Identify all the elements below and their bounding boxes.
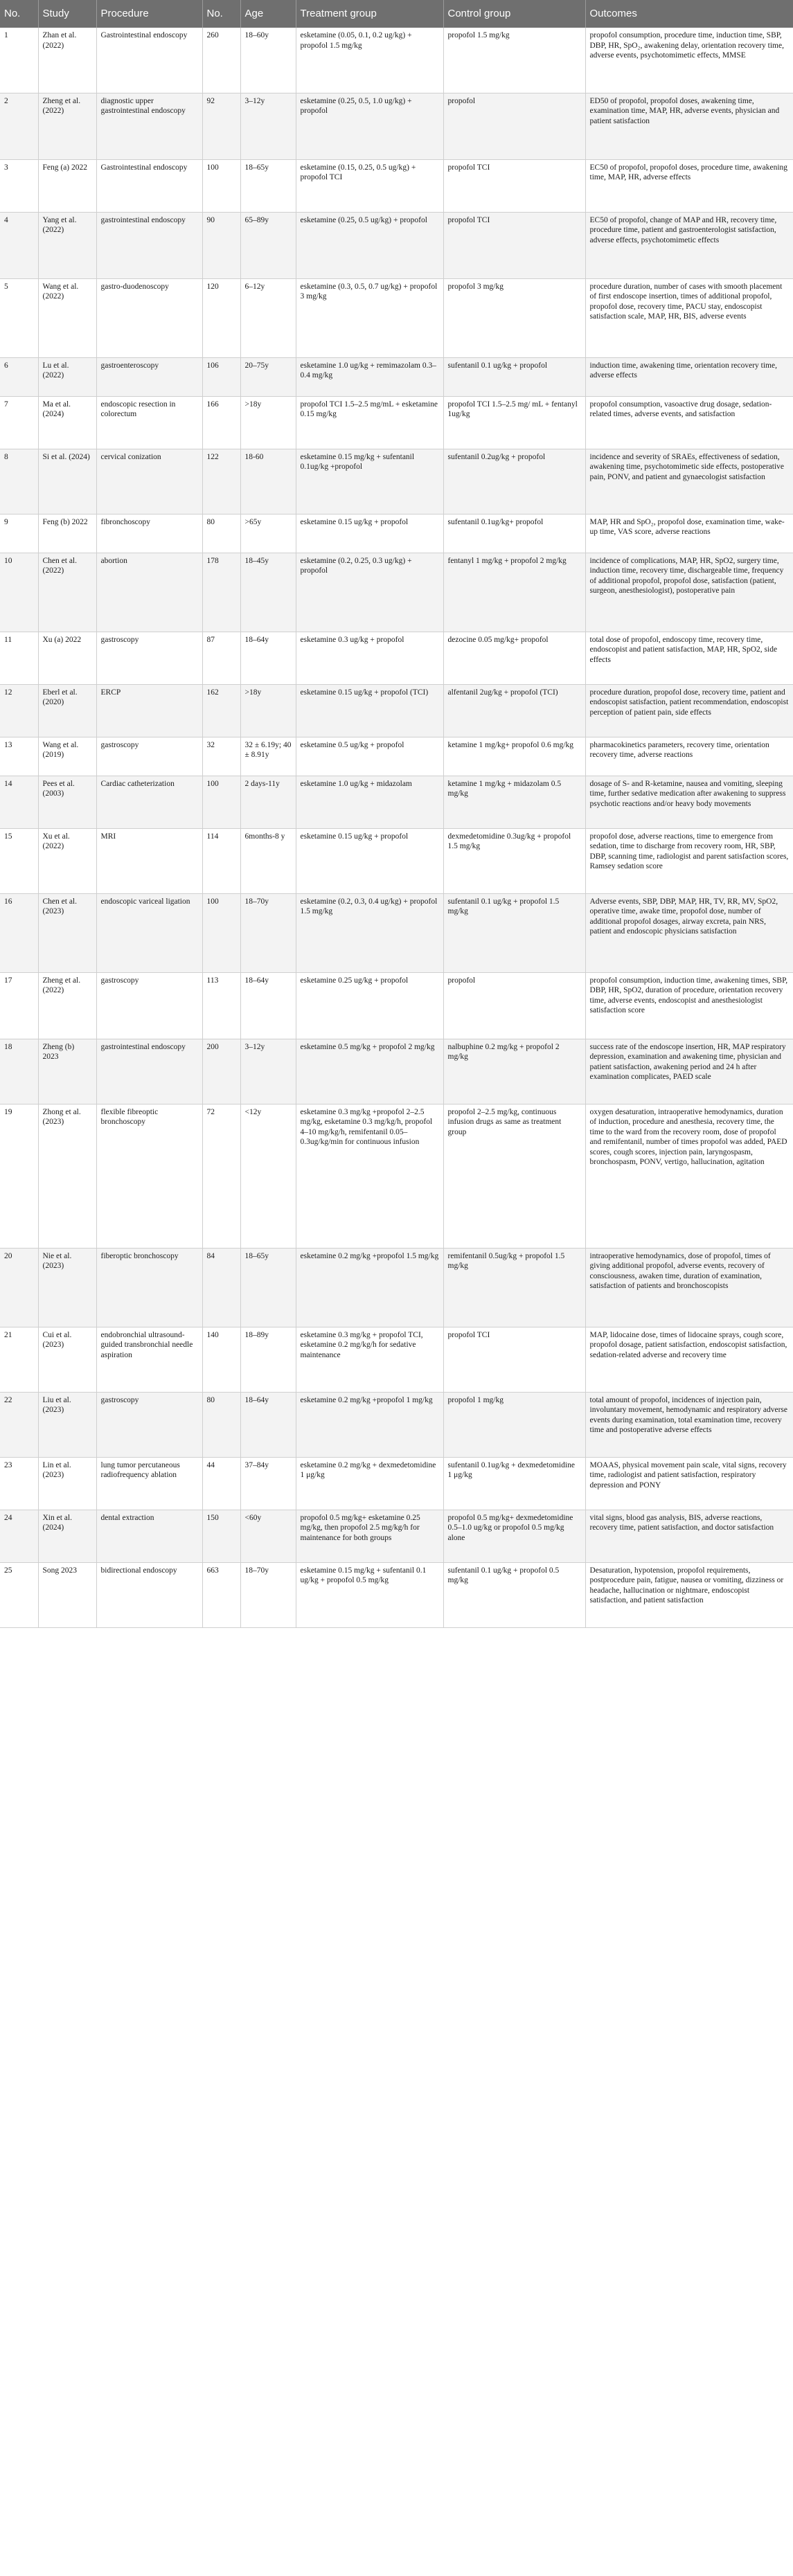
cell-outcomes: MAP, lidocaine dose, times of lidocaine sprays, cough score, propofol dosage, patient satisfaction, endoscopist satisfaction, sedation-related adverse and recovery time <box>585 1327 793 1392</box>
cell-age: 18–89y <box>240 1327 296 1392</box>
cell-study: Zhong et al. (2023) <box>38 1104 96 1248</box>
cell-procedure: fibronchoscopy <box>96 514 202 553</box>
cell-outcomes: success rate of the endoscope insertion, HR, MAP respiratory depression, examination and awakening time, physician and patient satisfaction, awakening period and 24 h after examination complicates, PAED scale <box>585 1039 793 1104</box>
cell-treatment: esketamine (0.25, 0.5, 1.0 ug/kg) + propofol <box>296 93 443 159</box>
cell-treatment: esketamine 0.2 mg/kg +propofol 1 mg/kg <box>296 1392 443 1457</box>
cell-sample-size: 178 <box>202 553 240 632</box>
cell-age: 20–75y <box>240 357 296 396</box>
cell-treatment: esketamine 0.15 mg/kg + sufentanil 0.1 ug/kg + propofol 0.5 mg/kg <box>296 1562 443 1627</box>
table-row <box>0 553 793 632</box>
cell-treatment: esketamine (0.25, 0.5 ug/kg) + propofol <box>296 212 443 278</box>
cell-control: ketamine 1 mg/kg+ propofol 0.6 mg/kg <box>443 737 585 776</box>
cell-outcomes: oxygen desaturation, intraoperative hemodynamics, duration of induction, procedure and anesthesia, recovery time, the time to the ward from the recovery room, dose of propofol and remifentanil, number of times propofol was added, PAED scores, cough scores, injection pain, laryngospasm, bronchospasm, PONV, vertigo, hallucination, agitation <box>585 1104 793 1248</box>
cell-no: 16 <box>0 893 38 972</box>
cell-sample-size: 72 <box>202 1104 240 1248</box>
cell-treatment: esketamine 0.3 mg/kg + propofol TCI, esketamine 0.2 mg/kg/h for sedative maintenance <box>296 1327 443 1392</box>
cell-control: propofol 1 mg/kg <box>443 1392 585 1457</box>
cell-treatment: esketamine 0.15 mg/kg + sufentanil 0.1ug/kg +propofol <box>296 449 443 514</box>
cell-study: Lin et al. (2023) <box>38 1457 96 1510</box>
cell-control: propofol <box>443 972 585 1039</box>
cell-sample-size: 120 <box>202 278 240 357</box>
table-row <box>0 93 793 159</box>
table-row <box>0 828 793 893</box>
cell-procedure: flexible fibreoptic bronchoscopy <box>96 1104 202 1248</box>
cell-no: 17 <box>0 972 38 1039</box>
cell-treatment: esketamine (0.3, 0.5, 0.7 ug/kg) + propofol 3 mg/kg <box>296 278 443 357</box>
cell-no: 3 <box>0 159 38 212</box>
cell-study: Liu et al. (2023) <box>38 1392 96 1457</box>
cell-control: propofol TCI <box>443 1327 585 1392</box>
cell-sample-size: 90 <box>202 212 240 278</box>
cell-outcomes: propofol consumption, vasoactive drug dosage, sedation-related times, adverse events, and satisfaction <box>585 396 793 449</box>
cell-sample-size: 100 <box>202 893 240 972</box>
cell-age: 18–64y <box>240 632 296 684</box>
cell-control: propofol 2–2.5 mg/kg, continuous infusion drugs as same as treatment group <box>443 1104 585 1248</box>
cell-procedure: lung tumor percutaneous radiofrequency ablation <box>96 1457 202 1510</box>
cell-control: ketamine 1 mg/kg + midazolam 0.5 mg/kg <box>443 776 585 828</box>
cell-treatment: esketamine 0.2 mg/kg +propofol 1.5 mg/kg <box>296 1248 443 1327</box>
cell-sample-size: 200 <box>202 1039 240 1104</box>
cell-study: Wang et al. (2019) <box>38 737 96 776</box>
cell-control: sufentanil 0.2ug/kg + propofol <box>443 449 585 514</box>
cell-procedure: fiberoptic bronchoscopy <box>96 1248 202 1327</box>
cell-outcomes: incidence and severity of SRAEs, effectiveness of sedation, awakening time, psychotomimetic side effects, postoperative pain, PONV, and patient and gynaecologist satisfaction <box>585 449 793 514</box>
cell-sample-size: 260 <box>202 28 240 93</box>
cell-procedure: gastrointestinal endoscopy <box>96 212 202 278</box>
cell-outcomes: incidence of complications, MAP, HR, SpO2, surgery time, induction time, recovery time, dischargeable time, frequency of additional propofol, propofol dose, satisfaction (patient, surgeon, anesthesiologist), postoperative pain <box>585 553 793 632</box>
cell-age: 18–64y <box>240 1392 296 1457</box>
cell-procedure: MRI <box>96 828 202 893</box>
cell-study: Eberl et al. (2020) <box>38 684 96 737</box>
cell-age: 18–45y <box>240 553 296 632</box>
cell-no: 15 <box>0 828 38 893</box>
cell-study: Ma et al. (2024) <box>38 396 96 449</box>
cell-outcomes: Desaturation, hypotension, propofol requirements, postprocedure pain, fatigue, nausea or vomiting, dizziness or headache, hallucination or nightmare, endoscopist satisfaction, and patient satisfaction <box>585 1562 793 1627</box>
cell-control: dexmedetomidine 0.3ug/kg + propofol 1.5 mg/kg <box>443 828 585 893</box>
cell-treatment: esketamine 0.25 ug/kg + propofol <box>296 972 443 1039</box>
cell-no: 24 <box>0 1510 38 1562</box>
cell-no: 4 <box>0 212 38 278</box>
cell-procedure: diagnostic upper gastrointestinal endoscopy <box>96 93 202 159</box>
cell-treatment: esketamine (0.05, 0.1, 0.2 ug/kg) + propofol 1.5 mg/kg <box>296 28 443 93</box>
cell-sample-size: 106 <box>202 357 240 396</box>
cell-no: 18 <box>0 1039 38 1104</box>
cell-age: >18y <box>240 684 296 737</box>
cell-age: 3–12y <box>240 93 296 159</box>
cell-study: Zheng (b) 2023 <box>38 1039 96 1104</box>
cell-age: 6–12y <box>240 278 296 357</box>
cell-age: <60y <box>240 1510 296 1562</box>
cell-no: 5 <box>0 278 38 357</box>
cell-outcomes: induction time, awakening time, orientation recovery time, adverse effects <box>585 357 793 396</box>
cell-procedure: gastroscopy <box>96 632 202 684</box>
cell-treatment: esketamine 0.5 ug/kg + propofol <box>296 737 443 776</box>
cell-treatment: esketamine 1.0 ug/kg + midazolam <box>296 776 443 828</box>
cell-outcomes: total amount of propofol, incidences of injection pain, involuntary movement, hemodynamic and respiratory adverse events during examination, total examination time, recovery time and postoperative adverse effects <box>585 1392 793 1457</box>
cell-control: sufentanil 0.1ug/kg + dexmedetomidine 1 μg/kg <box>443 1457 585 1510</box>
table-row <box>0 1248 793 1327</box>
header-procedure: Procedure <box>96 0 202 28</box>
cell-procedure: gastroscopy <box>96 1392 202 1457</box>
cell-control: sufentanil 0.1 ug/kg + propofol 1.5 mg/kg <box>443 893 585 972</box>
cell-procedure: abortion <box>96 553 202 632</box>
cell-outcomes: pharmacokinetics parameters, recovery time, orientation recovery time, adverse reactions <box>585 737 793 776</box>
table-row <box>0 684 793 737</box>
cell-age: 18-60 <box>240 449 296 514</box>
cell-no: 6 <box>0 357 38 396</box>
cell-study: Zheng et al. (2022) <box>38 972 96 1039</box>
cell-study: Lu et al. (2022) <box>38 357 96 396</box>
cell-no: 23 <box>0 1457 38 1510</box>
cell-control: remifentanil 0.5ug/kg + propofol 1.5 mg/kg <box>443 1248 585 1327</box>
cell-control: propofol 0.5 mg/kg+ dexmedetomidine 0.5–1.0 ug/kg or propofol 0.5 mg/kg alone <box>443 1510 585 1562</box>
cell-age: 18–70y <box>240 1562 296 1627</box>
cell-outcomes: EC50 of propofol, change of MAP and HR, recovery time, procedure time, patient and gastroenterologist satisfaction, adverse effects, psychotomimetic effects <box>585 212 793 278</box>
table-row <box>0 1039 793 1104</box>
cell-outcomes: ED50 of propofol, propofol doses, awakening time, examination time, MAP, HR, adverse events, physician and patient satisfaction <box>585 93 793 159</box>
cell-study: Xu et al. (2022) <box>38 828 96 893</box>
table-row <box>0 1457 793 1510</box>
cell-treatment: esketamine 0.5 mg/kg + propofol 2 mg/kg <box>296 1039 443 1104</box>
table-row <box>0 737 793 776</box>
cell-no: 20 <box>0 1248 38 1327</box>
cell-no: 19 <box>0 1104 38 1248</box>
cell-sample-size: 162 <box>202 684 240 737</box>
cell-procedure: ERCP <box>96 684 202 737</box>
cell-age: 32 ± 6.19y; 40 ± 8.91y <box>240 737 296 776</box>
cell-age: >65y <box>240 514 296 553</box>
cell-control: propofol 1.5 mg/kg <box>443 28 585 93</box>
cell-no: 8 <box>0 449 38 514</box>
cell-study: Xu (a) 2022 <box>38 632 96 684</box>
cell-procedure: gastroscopy <box>96 972 202 1039</box>
header-control-group: Control group <box>443 0 585 28</box>
cell-control: propofol 3 mg/kg <box>443 278 585 357</box>
cell-treatment: esketamine 0.15 ug/kg + propofol <box>296 828 443 893</box>
cell-study: Cui et al. (2023) <box>38 1327 96 1392</box>
cell-outcomes: EC50 of propofol, propofol doses, procedure time, awakening time, MAP, HR, adverse effects <box>585 159 793 212</box>
cell-age: 18–70y <box>240 893 296 972</box>
cell-control: propofol TCI <box>443 212 585 278</box>
table-row <box>0 449 793 514</box>
cell-sample-size: 44 <box>202 1457 240 1510</box>
table-row <box>0 1510 793 1562</box>
table-row <box>0 1327 793 1392</box>
cell-sample-size: 150 <box>202 1510 240 1562</box>
table-row <box>0 893 793 972</box>
cell-study: Xin et al. (2024) <box>38 1510 96 1562</box>
table-body <box>0 28 793 1627</box>
cell-control: alfentanil 2ug/kg + propofol (TCI) <box>443 684 585 737</box>
cell-age: 18–65y <box>240 159 296 212</box>
table-row <box>0 396 793 449</box>
cell-age: <12y <box>240 1104 296 1248</box>
table-row <box>0 159 793 212</box>
cell-age: 65–89y <box>240 212 296 278</box>
cell-sample-size: 663 <box>202 1562 240 1627</box>
cell-sample-size: 87 <box>202 632 240 684</box>
cell-age: 18–64y <box>240 972 296 1039</box>
table-row <box>0 1562 793 1627</box>
cell-age: 18–65y <box>240 1248 296 1327</box>
cell-procedure: endobronchial ultrasound-guided transbronchial needle aspiration <box>96 1327 202 1392</box>
cell-no: 1 <box>0 28 38 93</box>
cell-sample-size: 100 <box>202 159 240 212</box>
cell-study: Feng (a) 2022 <box>38 159 96 212</box>
cell-procedure: Gastrointestinal endoscopy <box>96 28 202 93</box>
cell-treatment: propofol 0.5 mg/kg+ esketamine 0.25 mg/kg, then propofol 2.5 mg/kg/h for maintenance for both groups <box>296 1510 443 1562</box>
cell-procedure: bidirectional endoscopy <box>96 1562 202 1627</box>
cell-outcomes: total dose of propofol, endoscopy time, recovery time, endoscopist and patient satisfaction, MAP, HR, SpO2, side effects <box>585 632 793 684</box>
cell-study: Nie et al. (2023) <box>38 1248 96 1327</box>
table-header <box>0 0 793 28</box>
header-sample-size: No. <box>202 0 240 28</box>
cell-no: 2 <box>0 93 38 159</box>
cell-control: sufentanil 0.1 ug/kg + propofol 0.5 mg/kg <box>443 1562 585 1627</box>
cell-outcomes: propofol consumption, induction time, awakening times, SBP, DBP, HR, SpO2, duration of procedure, orientation recovery time, adverse events, endoscopist and anesthesiologist satisfaction score <box>585 972 793 1039</box>
cell-age: 37–84y <box>240 1457 296 1510</box>
header-no: No. <box>0 0 38 28</box>
table-row <box>0 28 793 93</box>
header-age: Age <box>240 0 296 28</box>
cell-outcomes: procedure duration, propofol dose, recovery time, patient and endoscopist satisfaction, patient recommendation, endoscopist perception of patient pain, side effects <box>585 684 793 737</box>
cell-study: Pees et al. (2003) <box>38 776 96 828</box>
cell-procedure: gastroscopy <box>96 737 202 776</box>
cell-no: 12 <box>0 684 38 737</box>
cell-no: 10 <box>0 553 38 632</box>
table-row <box>0 1392 793 1457</box>
cell-outcomes: MOAAS, physical movement pain scale, vital signs, recovery time, radiologist and patient satisfaction, respiratory depression and PONY <box>585 1457 793 1510</box>
cell-treatment: esketamine 0.3 ug/kg + propofol <box>296 632 443 684</box>
table-row <box>0 776 793 828</box>
cell-study: Chen et al. (2023) <box>38 893 96 972</box>
cell-sample-size: 122 <box>202 449 240 514</box>
cell-sample-size: 100 <box>202 776 240 828</box>
cell-procedure: Cardiac catheterization <box>96 776 202 828</box>
cell-outcomes: vital signs, blood gas analysis, BIS, adverse reactions, recovery time, patient satisfaction, and doctor satisfaction <box>585 1510 793 1562</box>
cell-outcomes: MAP, HR and SpO₂, propofol dose, examination time, wake-up time, VAS score, adverse reactions <box>585 514 793 553</box>
cell-study: Si et al. (2024) <box>38 449 96 514</box>
cell-age: 18–60y <box>240 28 296 93</box>
table-row <box>0 357 793 396</box>
cell-treatment: esketamine (0.2, 0.25, 0.3 ug/kg) + propofol <box>296 553 443 632</box>
cell-sample-size: 92 <box>202 93 240 159</box>
cell-age: 2 days-11y <box>240 776 296 828</box>
cell-treatment: esketamine 0.15 ug/kg + propofol <box>296 514 443 553</box>
table-row <box>0 278 793 357</box>
header-outcomes: Outcomes <box>585 0 793 28</box>
cell-age: 3–12y <box>240 1039 296 1104</box>
cell-procedure: gastrointestinal endoscopy <box>96 1039 202 1104</box>
cell-sample-size: 166 <box>202 396 240 449</box>
cell-sample-size: 84 <box>202 1248 240 1327</box>
cell-no: 7 <box>0 396 38 449</box>
cell-outcomes: intraoperative hemodynamics, dose of propofol, times of giving additional propofol, adverse events, recovery of consciousness, awaken time, duration of examination, satisfaction of patients and bronchoscopists <box>585 1248 793 1327</box>
table-row <box>0 972 793 1039</box>
cell-no: 11 <box>0 632 38 684</box>
cell-treatment: esketamine 0.3 mg/kg +propofol 2–2.5 mg/kg, esketamine 0.3 mg/kg/h, propofol 4–10 mg/kg/h, remifentanil 0.05–0.3ug/kg/min for continuous infusion <box>296 1104 443 1248</box>
cell-treatment: propofol TCI 1.5–2.5 mg/mL + esketamine 0.15 mg/kg <box>296 396 443 449</box>
table-row <box>0 632 793 684</box>
cell-procedure: gastroenteroscopy <box>96 357 202 396</box>
header-treatment-group: Treatment group <box>296 0 443 28</box>
table-row <box>0 212 793 278</box>
cell-study: Wang et al. (2022) <box>38 278 96 357</box>
cell-outcomes: procedure duration, number of cases with smooth placement of first endoscope insertion, times of additional propofol, propofol dose, recovery time, PACU stay, endoscopist satisfaction scale, MAP, HR, BIS, adverse events <box>585 278 793 357</box>
cell-age: 6months-8 y <box>240 828 296 893</box>
cell-no: 22 <box>0 1392 38 1457</box>
cell-control: propofol TCI <box>443 159 585 212</box>
cell-procedure: cervical conization <box>96 449 202 514</box>
cell-outcomes: dosage of S- and R-ketamine, nausea and vomiting, sleeping time, further sedative medication after awakening to suppress psychotic reactions and/or heavy body movements <box>585 776 793 828</box>
cell-outcomes: propofol consumption, procedure time, induction time, SBP, DBP, HR, SpO₂, awakening delay, orientation recovery time, adverse events, psychotomimetic effects, MMSE <box>585 28 793 93</box>
cell-treatment: esketamine 1.0 ug/kg + remimazolam 0.3–0.4 mg/kg <box>296 357 443 396</box>
cell-sample-size: 80 <box>202 514 240 553</box>
cell-treatment: esketamine (0.15, 0.25, 0.5 ug/kg) + propofol TCI <box>296 159 443 212</box>
cell-study: Feng (b) 2022 <box>38 514 96 553</box>
table-row <box>0 1104 793 1248</box>
header-row <box>0 0 793 28</box>
table-row <box>0 514 793 553</box>
cell-procedure: endoscopic resection in colorectum <box>96 396 202 449</box>
cell-control: sufentanil 0.1ug/kg+ propofol <box>443 514 585 553</box>
cell-procedure: dental extraction <box>96 1510 202 1562</box>
cell-age: >18y <box>240 396 296 449</box>
cell-sample-size: 114 <box>202 828 240 893</box>
cell-control: propofol <box>443 93 585 159</box>
header-study: Study <box>38 0 96 28</box>
cell-control: dezocine 0.05 mg/kg+ propofol <box>443 632 585 684</box>
cell-procedure: gastro-duodenoscopy <box>96 278 202 357</box>
cell-outcomes: Adverse events, SBP, DBP, MAP, HR, TV, RR, MV, SpO2, operative time, awake time, propofol dose, number of additional propofol dosages, airway excreta, pain NRS, patient and endoscopic physicians satisfaction <box>585 893 793 972</box>
cell-control: sufentanil 0.1 ug/kg + propofol <box>443 357 585 396</box>
cell-sample-size: 80 <box>202 1392 240 1457</box>
cell-control: nalbuphine 0.2 mg/kg + propofol 2 mg/kg <box>443 1039 585 1104</box>
cell-study: Zheng et al. (2022) <box>38 93 96 159</box>
cell-procedure: Gastrointestinal endoscopy <box>96 159 202 212</box>
cell-no: 25 <box>0 1562 38 1627</box>
cell-control: propofol TCI 1.5–2.5 mg/ mL + fentanyl 1ug/kg <box>443 396 585 449</box>
cell-sample-size: 32 <box>202 737 240 776</box>
cell-study: Chen et al. (2022) <box>38 553 96 632</box>
cell-treatment: esketamine (0.2, 0.3, 0.4 ug/kg) + propofol 1.5 mg/kg <box>296 893 443 972</box>
cell-study: Yang et al. (2022) <box>38 212 96 278</box>
cell-treatment: esketamine 0.2 mg/kg + dexmedetomidine 1 μg/kg <box>296 1457 443 1510</box>
cell-control: fentanyl 1 mg/kg + propofol 2 mg/kg <box>443 553 585 632</box>
cell-sample-size: 140 <box>202 1327 240 1392</box>
cell-study: Song 2023 <box>38 1562 96 1627</box>
cell-outcomes: propofol dose, adverse reactions, time to emergence from sedation, time to discharge from recovery room, HR, SBP, DBP, scanning time, radiologist and parent satisfaction scores, Ramsey sedation score <box>585 828 793 893</box>
cell-no: 9 <box>0 514 38 553</box>
cell-sample-size: 113 <box>202 972 240 1039</box>
cell-study: Zhan et al. (2022) <box>38 28 96 93</box>
cell-no: 21 <box>0 1327 38 1392</box>
cell-no: 13 <box>0 737 38 776</box>
cell-treatment: esketamine 0.15 ug/kg + propofol (TCI) <box>296 684 443 737</box>
cell-procedure: endoscopic variceal ligation <box>96 893 202 972</box>
cell-no: 14 <box>0 776 38 828</box>
